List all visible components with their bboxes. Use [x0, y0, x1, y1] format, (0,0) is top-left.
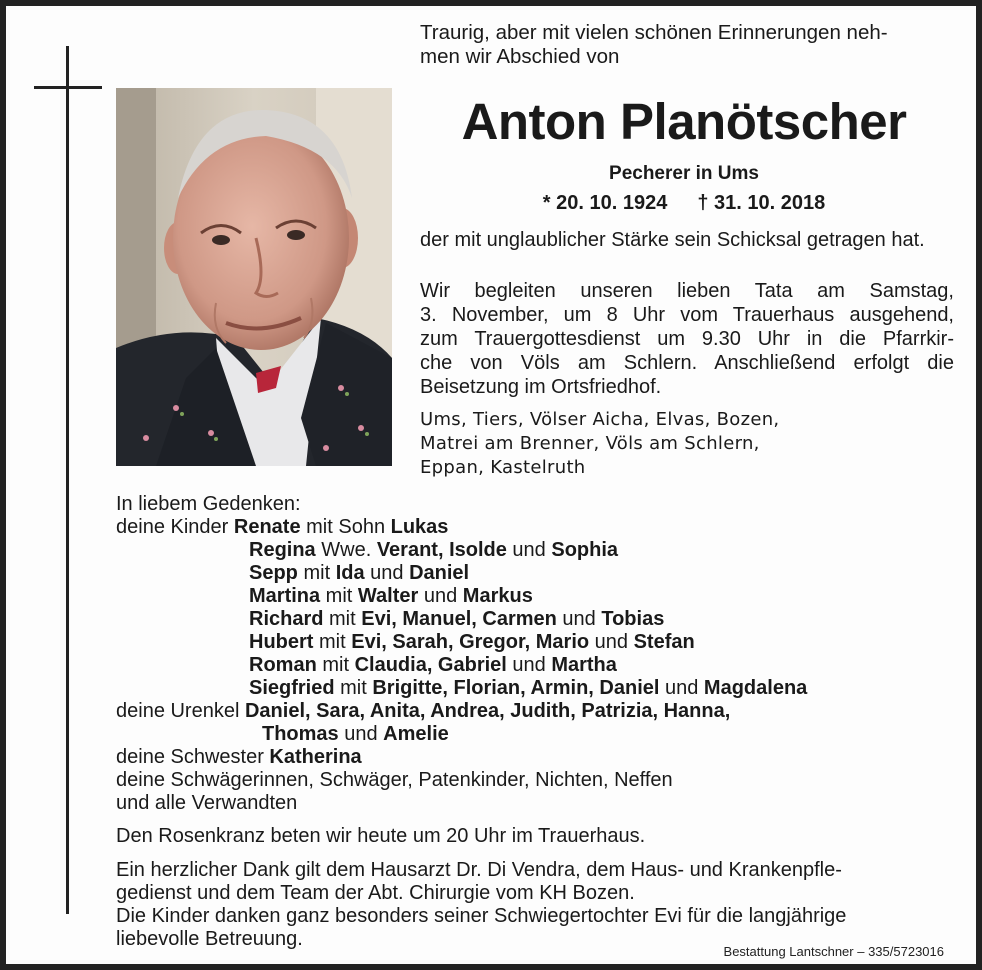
sister-name: Katherina: [269, 746, 362, 768]
birth-date: * 20. 10. 1924: [542, 192, 668, 214]
thanks-line: Die Kinder danken ganz besonders seiner Schwiegertochter Evi für die langjährige: [116, 905, 847, 927]
child-name: Regina: [249, 539, 316, 561]
great-grandchildren-names: Daniel, Sara, Anita, Andrea, Judith, Patrizia, Hanna,: [244, 700, 731, 722]
connector-text: und: [418, 585, 463, 607]
thanks-text: [116, 859, 956, 951]
places-line: Matrei am Brenner, Völs am Schlern,: [420, 433, 760, 454]
great-grandchildren-row: [116, 700, 956, 723]
connector-text: mit Sohn: [300, 516, 391, 538]
funeral-line: zum Trauergottesdienst um 9.30 Uhr in die Pfarrkir-: [420, 328, 954, 350]
child-name: Siegfried: [249, 677, 335, 699]
connector-text: mit: [297, 562, 336, 584]
grandchildren-names: Verant, Isolde: [376, 539, 507, 561]
connector-text: mit: [323, 608, 362, 630]
grandchildren-names: Stefan: [633, 631, 695, 653]
grandchildren-names: Martha: [551, 654, 617, 676]
grandchildren-names: Lukas: [390, 516, 449, 538]
cross-horizontal-bar: [34, 86, 102, 89]
sister-row: [116, 746, 956, 769]
grandchildren-names: Evi, Sarah, Gregor, Mario: [351, 631, 590, 653]
child-name: Hubert: [249, 631, 314, 653]
child-name: Richard: [249, 608, 324, 630]
connector-text: und: [659, 677, 704, 699]
death-date: † 31. 10. 2018: [697, 192, 826, 214]
connector-text: und: [338, 723, 384, 745]
intro-text: [420, 21, 950, 69]
portrait-photo: [116, 88, 392, 466]
great-grandchildren-names: Amelie: [383, 723, 449, 745]
grandchildren-names: Sophia: [551, 539, 619, 561]
funeral-line: Beisetzung im Ortsfriedhof.: [420, 376, 662, 398]
great-grandchildren-names: Thomas: [262, 723, 339, 745]
portrait-illustration: [116, 88, 392, 466]
grandchildren-names: Ida: [335, 562, 365, 584]
thanks-line: Ein herzlicher Dank gilt dem Hausarzt Dr. Di Vendra, dem Haus- und Krankenpfle-: [116, 859, 842, 881]
funeral-line: Wir begleiten unseren lieben Tata am Samstag,: [420, 280, 954, 302]
connector-text: mit: [320, 585, 358, 607]
rosary-notice: Den Rosenkranz beten wir heute um 20 Uhr im Trauerhaus.: [116, 825, 646, 847]
life-dates: [420, 192, 948, 215]
children-label: deine Kinder: [116, 516, 229, 538]
child-name: Roman: [249, 654, 317, 676]
intro-line: Traurig, aber mit vielen schönen Erinnerungen neh-: [420, 21, 888, 44]
grandchildren-names: Tobias: [601, 608, 665, 630]
deceased-name: Anton Planötscher: [461, 93, 907, 150]
intro-line: men wir Abschied von: [420, 45, 620, 68]
children-row: [116, 539, 956, 562]
connector-text: mit: [334, 677, 373, 699]
connector-text: Wwe.: [315, 539, 377, 561]
places-line: Ums, Tiers, Völser Aicha, Elvas, Bozen,: [420, 409, 780, 430]
great-grandchildren-label: deine Urenkel: [116, 700, 240, 722]
undertaker-credit: Bestattung Lantschner – 335/5723016: [723, 944, 944, 959]
connector-text: und: [556, 608, 602, 630]
connector-text: und: [589, 631, 634, 653]
children-row: [116, 562, 956, 585]
children-row: [116, 608, 956, 631]
children-row: [116, 585, 956, 608]
sister-label: deine Schwester: [116, 746, 270, 768]
places-line: Eppan, Kastelruth: [420, 457, 586, 478]
connector-text: und: [506, 654, 552, 676]
grandchildren-names: Walter: [357, 585, 419, 607]
grandchildren-names: Magdalena: [703, 677, 808, 699]
places-list: [420, 408, 954, 480]
great-grandchildren-row: [116, 723, 956, 746]
mourners-list: [116, 493, 956, 815]
funeral-line: che von Völs am Schlern. Anschließend erfolgt die: [420, 352, 954, 374]
connector-text: und: [506, 539, 552, 561]
children-row: [116, 631, 956, 654]
grandchildren-names: Brigitte, Florian, Armin, Daniel: [372, 677, 660, 699]
grandchildren-names: Evi, Manuel, Carmen: [361, 608, 557, 630]
connector-text: mit: [313, 631, 352, 653]
relatives-row: und alle Verwandten: [116, 792, 298, 814]
children-row: [116, 516, 956, 539]
grandchildren-names: Claudia, Gabriel: [354, 654, 507, 676]
inlaws-row: deine Schwägerinnen, Schwäger, Patenkinder, Nichten, Neffen: [116, 769, 673, 791]
funeral-announcement: [420, 279, 954, 399]
tribute-text: der mit unglaublicher Stärke sein Schicksal getragen hat.: [420, 229, 925, 251]
cross-vertical-bar: [66, 46, 69, 914]
connector-text: mit: [316, 654, 355, 676]
grandchildren-names: Daniel: [409, 562, 470, 584]
thanks-line: gedienst und dem Team der Abt. Chirurgie vom KH Bozen.: [116, 882, 635, 904]
children-row: [116, 677, 956, 700]
connector-text: und: [364, 562, 410, 584]
child-name: Martina: [249, 585, 321, 607]
thanks-line: liebevolle Betreuung.: [116, 928, 303, 950]
children-row: [116, 654, 956, 677]
child-name: Sepp: [249, 562, 298, 584]
funeral-line: 3. November, um 8 Uhr vom Trauerhaus ausgehend,: [420, 304, 954, 326]
child-name: Renate: [233, 516, 301, 538]
memoriam-heading: In liebem Gedenken:: [116, 493, 301, 515]
deceased-occupation: Pecherer in Ums: [609, 163, 759, 184]
grandchildren-names: Markus: [462, 585, 533, 607]
